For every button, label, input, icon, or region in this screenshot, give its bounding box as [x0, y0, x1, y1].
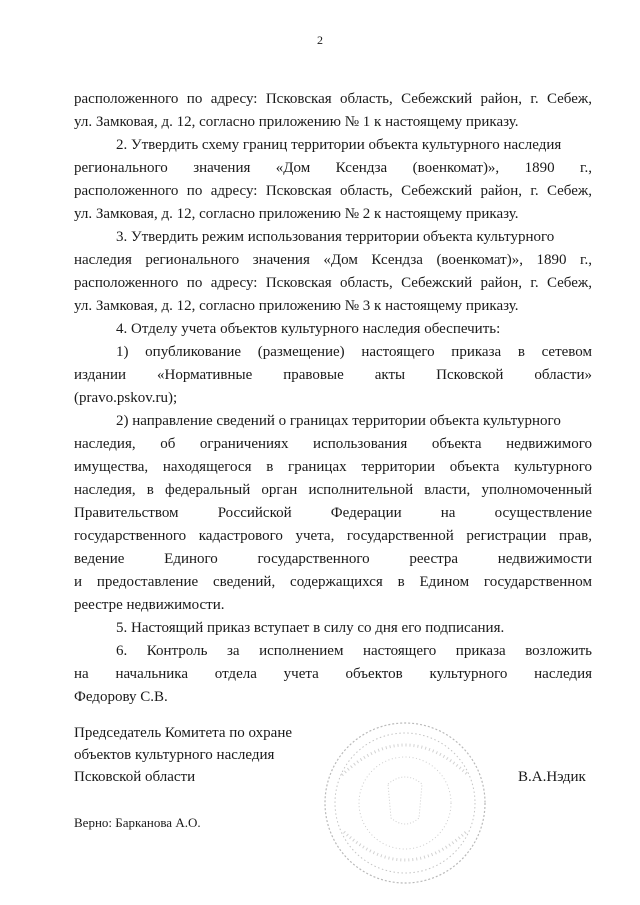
page-number: 2 — [317, 33, 323, 47]
text-line: ул. Замковая, д. 12, согласно приложению № 1 к настоящему приказу. — [74, 114, 519, 130]
text-line: 4. Отделу учета объектов культурного наследия обеспечить: — [116, 321, 501, 337]
text-line: Правительством Российской Федерации на осуществление — [74, 505, 592, 521]
text-line: и предоставление сведений, содержащихся в Едином государственном — [74, 574, 592, 590]
text-line: наследия, об ограничениях использования объекта недвижимого — [74, 436, 592, 452]
signature-title-line-1: Председатель Комитета по охране — [74, 725, 293, 741]
text-line: расположенного по адресу: Псковская область, Себежский район, г. Себеж, — [74, 91, 592, 107]
text-line: ул. Замковая, д. 12, согласно приложению № 2 к настоящему приказу. — [74, 206, 519, 222]
text-line: расположенного по адресу: Псковская область, Себежский район, г. Себеж, — [74, 275, 592, 291]
text-line: ведение Единого государственного реестра недвижимости — [74, 551, 592, 567]
text-line: 6. Контроль за исполнением настоящего приказа возложить — [116, 643, 592, 659]
text-line: наследия регионального значения «Дом Ксендза (военкомат)», 1890 г., — [74, 252, 592, 268]
text-line: 1) опубликование (размещение) настоящего приказа в сетевом — [116, 344, 592, 360]
document-body — [74, 88, 592, 709]
text-line: (pravo.pskov.ru); — [74, 390, 178, 406]
signatory-name: В.А.Нэдик — [518, 769, 586, 785]
text-line: Федорову С.В. — [74, 689, 168, 705]
text-line: 3. Утвердить режим использования территории объекта культурного — [116, 229, 555, 245]
text-line: 2) направление сведений о границах территории объекта культурного — [116, 413, 561, 429]
text-line: 2. Утвердить схему границ территории объекта культурного наследия — [116, 137, 562, 153]
text-line: на начальника отдела учета объектов культурного наследия — [74, 666, 592, 682]
text-line: ул. Замковая, д. 12, согласно приложению № 3 к настоящему приказу. — [74, 298, 519, 314]
text-line: 5. Настоящий приказ вступает в силу со дня его подписания. — [116, 620, 505, 636]
verno-line: Верно: Барканова А.О. — [74, 815, 201, 830]
signature-title-line-3: Псковской области — [74, 769, 196, 785]
signature-title-line-2: объектов культурного наследия — [74, 747, 275, 763]
text-line: имущества, находящегося в границах территории объекта культурного — [74, 459, 592, 475]
text-line: наследия, в федеральный орган исполнительной власти, уполномоченный — [74, 482, 592, 498]
text-line: расположенного по адресу: Псковская область, Себежский район, г. Себеж, — [74, 183, 592, 199]
text-line: государственного кадастрового учета, государственной регистрации прав, — [74, 528, 592, 544]
text-line: издании «Нормативные правовые акты Псковской области» — [74, 367, 592, 383]
official-seal-icon — [322, 720, 488, 886]
text-line: регионального значения «Дом Ксендза (военкомат)», 1890 г., — [74, 160, 592, 176]
text-line: реестре недвижимости. — [74, 597, 225, 613]
